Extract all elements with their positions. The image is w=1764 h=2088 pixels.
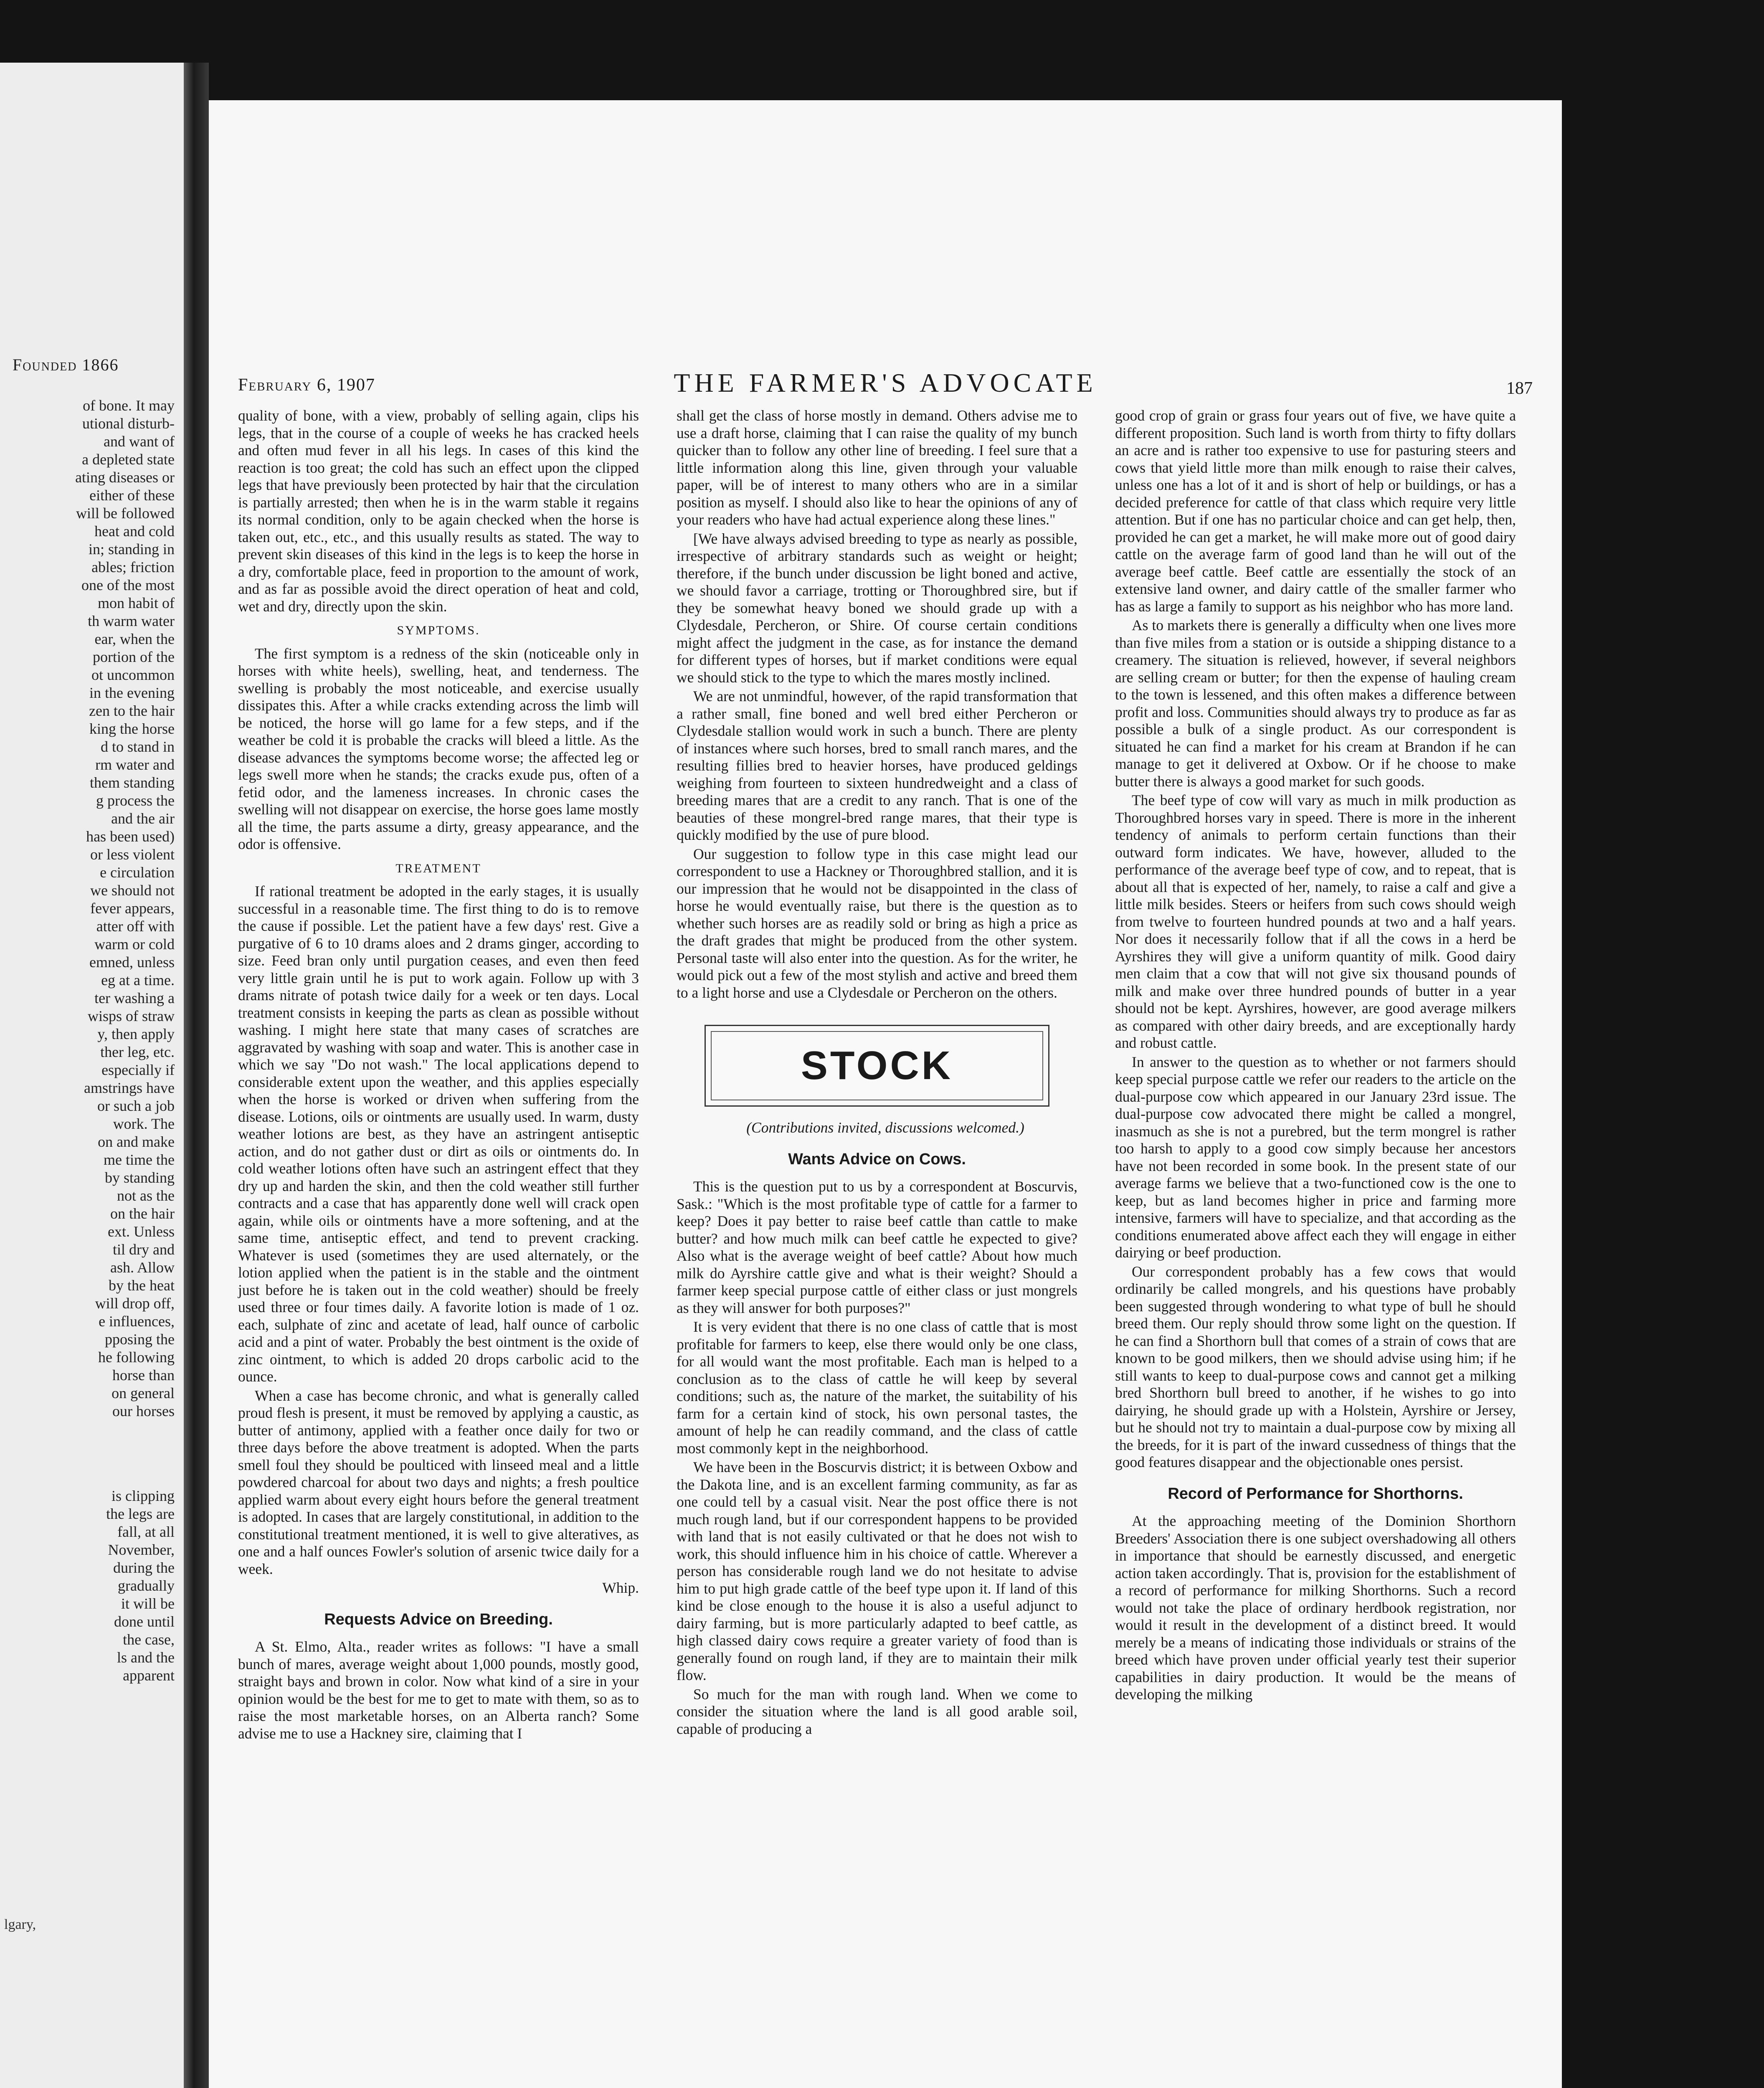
article-title-cows: Wants Advice on Cows. — [788, 1150, 966, 1168]
left-page-fragment-line: fever appears, — [90, 900, 175, 917]
paragraph: In answer to the question as to whether or not farmers should keep special purpose cattle we refer our readers to the article on the dual-purpose cow which appeared in our January 23rd issue. The dual-purpose cow advocated there might be called a mongrel, inasmuch as she is not a purebred, but the term mongrel is rather too harsh to apply to a good cow simply because her ancestors have not been recorded in some book. In the present state of our average farms we believe that a two-functioned cow is the one to keep, but as land becomes higher in price and farming more intensive, farmers will have to specialize, and that according as the conditions enumerated above affect each they will engage in either dairying or beef production. — [1115, 1053, 1516, 1261]
left-page-fragment-line: ash. Allow — [110, 1259, 175, 1276]
paragraph: It is very evident that there is no one class of cattle that is most profitable for farmers to keep, else there would only be one class, for all would want the most profitable. Each man is helped to a conclusion as to the class of cattle he will keep by several conditions; such as, the nature of the market, the suitability of his farm for a certain kind of stock, his own personal tastes, the amount of help he can readily command, and the class of cattle most commonly kept in the neighborhood. — [677, 1318, 1077, 1457]
left-page-fragment-line: on general — [112, 1385, 175, 1401]
left-page-fragment-line: g process the — [96, 792, 175, 809]
left-page-fragment-line: portion of the — [93, 649, 175, 665]
left-page-fragment-line: horse than — [112, 1367, 175, 1384]
left-page-fragment-line: our horses — [112, 1403, 175, 1419]
left-page-fragment-line: ot uncommon — [91, 666, 175, 683]
left-page-fragment-line: me time the — [104, 1151, 175, 1168]
paragraph: If rational treatment be adopted in the early stages, it is usually successful in a reasonable time. The first thing to do is to remove the cause if possible. Let the patient have a few days' rest. Give a purgative of 6 to 10 drams aloes and 2 drams ginger, according to size. Feed bran only until purgation ceases, and even then feed very little grain until he is put to work again. Follow up with 3 drams nitrate of potash twice daily for a week or ten days. Local treatment consists in keeping the parts as clean as possible without washing. I might here state that many cases of scratches are aggravated by washing with soap and water. This is another case in which we say "Do not wash." The local applications depend to considerable extent upon the weather, and this applies especially when the horse is worked or driven when suffering from the disease. Lotions, oils or ointments are usually used. In warm, dusty weather lotions are best, as they have an astringent antiseptic action, and do not gather dust or dirt as oils or ointments do. In cold weather lotions often have such an astringent effect that they dry up and harden the skin, and then the cold weather still further contracts and a case that has apparently done well will crack open again, while oils or ointments have a more softening, and at the same time, antiseptic effect, and tend to prevent cracking. Whatever is used (sometimes they are used alternately, or the lotion applied when the patient is in the stable and the ointment just before he is taken out in the cold weather) should be freely used three or four times daily. A favorite lotion is made of 1 oz. each, sulphate of zinc and acetate of lead, half ounce of carbolic acid and a pint of water. Probably the best ointment is the oxide of zinc ointment, to which is added 20 drops carbolic acid to the ounce. — [238, 883, 639, 1385]
left-page-fragment-line: atter off with — [96, 918, 175, 935]
left-page-fragment-line: til dry and — [113, 1241, 175, 1258]
left-page-fragment-line: mon habit of — [98, 595, 175, 611]
left-page-fragment-line: especially if — [101, 1062, 175, 1078]
left-page-fragment-line: eg at a time. — [101, 972, 175, 988]
left-page-fragment-line: the legs are — [106, 1505, 175, 1522]
left-page-fragment-line: by standing — [105, 1169, 175, 1186]
right-page — [209, 100, 1562, 2088]
stock-banner — [705, 1025, 1049, 1107]
left-page-fragment-line: November, — [108, 1541, 175, 1558]
left-page-fragment-line: one of the most — [81, 577, 175, 593]
left-page-fragment-line: work. The — [113, 1115, 175, 1132]
left-page-fragment-line: zen to the hair — [89, 702, 175, 719]
left-page-fragment-line: on and make — [98, 1133, 175, 1150]
left-page-fragment-line: ther leg, etc. — [100, 1044, 175, 1060]
left-page-fragment-line: has been used) — [86, 828, 175, 845]
stock-subtitle: (Contributions invited, discussions welcomed.) — [746, 1119, 1024, 1136]
left-page-fragment-line: wisps of straw — [88, 1008, 175, 1024]
left-page — [0, 63, 184, 2088]
left-page-header: Founded 1866 — [13, 355, 119, 374]
left-page-fragments-b — [0, 1487, 175, 1685]
left-page-fragment-line: by the heat — [109, 1277, 175, 1294]
paragraph: Our correspondent probably has a few cows that would ordinarily be called mongrels, and his questions have probably been suggested through wondering to what type of bull he should breed them. Our reply should throw some light on the question. If he can find a Shorthorn bull that comes of a strain of cows that are known to be good milkers, then we should advise using him; if he still wants to keep to dual-purpose cows and cannot get a milking bred Shorthorn bull breed to another, if he wishes to go into dairying, he should grade up with a Holstein, Ayrshire or Jersey, but he should not try to maintain a dual-purpose cow by mixing all the breeds, for it is part of the inward cussedness of things that the good features disappear and the objectionable ones persist. — [1115, 1263, 1516, 1470]
paragraph: [We have always advised breeding to type as nearly as possible, irrespective of arbitrary standards such as weight or height; therefore, if the bunch under discussion be light boned and active, we should favor a carriage, trotting or Thoroughbred sire, but if they be somewhat heavy boned we should grade up with a Clydesdale, Percheron, or Shire. Of course certain conditions might affect the judgment in the case, as for instance the demand for different types of horses, but if market conditions were equal we should stick to the type to which the mares mostly inclined. — [677, 530, 1077, 686]
left-page-fragment-line: will be followed — [76, 505, 175, 522]
left-page-fragment-line: ear, when the — [94, 631, 175, 647]
left-page-fragment-line: and want of — [104, 433, 175, 450]
left-page-fragment-line: not as the — [117, 1187, 175, 1204]
left-page-fragment-line: e circulation — [100, 864, 175, 881]
left-page-fragment-line: it will be — [121, 1595, 175, 1612]
paragraph: The first symptom is a redness of the skin (noticeable only in horses with white heels), swelling, heat, and tenderness. The swelling is probably the most noticeable, and exercise usually dissipates this. After a while cracks extending across the limb will be noticed, the horse will go lame for a few steps, and if the weather be cold it is probable the cracks will bleed a little. As the disease advances the symptoms become worse; the affected leg or legs swell more when he stands; the cracks exude pus, often of a fetid odor, and the lameness increases. In chronic cases the swelling will not disappear on exercise, the horse goes lame mostly all the time, the parts assume a dirty, greasy appearance, and the odor is offensive. — [238, 645, 639, 852]
paragraph: We have been in the Boscurvis district; it is between Oxbow and the Dakota line, and is an excellent farming community, as far as one could tell by a casual visit. Near the post office there is not much rough land, but if our correspondent happens to be provided with land that is not easily cultivated or that he does not wish to work, this should influence him in his choice of cattle. Wherever a person has considerable rough land we do not hesitate to advise him to put high grade cattle of the beef type upon it. If land of this kind be close enough to the house it is also a useful adjunct to dairy farming, but is more particularly adapted to beef cattle, as high classed dairy cows require a greater variety of food than is generally found on rough land, if they are to maintain their milk flow. — [677, 1459, 1077, 1683]
paragraph: As to markets there is generally a difficulty when one lives more than five miles from a station or is outside a shipping distance to a creamery. The situation is relieved, however, if several neighbors are selling cream or butter; for then the expense of hauling cream to the town is lessened, and this often makes a difference between profit and loss. Communities should always try to produce as far as possible a bulk of a single product. As our correspondent is situated he can find a market for his cream at Brandon if he can manage to get it delivered at Oxbow. Or if he choose to make butter there is always a good market for such goods. — [1115, 617, 1516, 790]
left-page-fragment-line: pposing the — [105, 1331, 175, 1348]
left-page-fragment-line: the case, — [123, 1631, 175, 1648]
left-page-fragment-line: heat and cold — [94, 523, 175, 540]
left-page-fragment-line: ating diseases or — [75, 469, 175, 486]
left-page-fragment-line: e influences, — [99, 1313, 175, 1330]
book-gutter — [184, 63, 209, 2088]
left-page-fragment-line: gradually — [118, 1577, 175, 1594]
publication-title: THE FARMER'S ADVOCATE — [674, 368, 1097, 398]
left-page-fragment-line: during the — [113, 1559, 175, 1576]
column-1 — [238, 407, 639, 1744]
article-title-breeding: Requests Advice on Breeding. — [324, 1610, 553, 1628]
stock-banner-text: STOCK — [801, 1043, 953, 1088]
left-page-fragment-line: emned, unless — [89, 954, 175, 971]
article-title-shorthorns: Record of Performance for Shorthorns. — [1168, 1485, 1463, 1503]
left-page-fragment-line: fall, at all — [117, 1523, 175, 1540]
left-page-fragment-line: ls and the — [117, 1649, 175, 1666]
left-page-fragment-line: and the air — [111, 810, 175, 827]
left-page-fragment-line: or such a job — [97, 1097, 175, 1114]
left-page-fragment-line: a depleted state — [82, 451, 175, 468]
paragraph: Our suggestion to follow type in this case might lead our correspondent to use a Hackney or Thoroughbred stallion, and it is our impression that he would not be disappointed in the class of horse he would eventually raise, but there is the question as to whether such horses are as readily sold or bring as high a price as the draft grades that might be produced from the other system. Personal taste will also enter into the question. As for the writer, he would pick out a few of the most stylish and active and breed them to a light horse and use a Clydesdale or Percheron on the others. — [677, 845, 1077, 1001]
left-page-fragments-a — [0, 397, 175, 1420]
left-page-fragment-line: done until — [114, 1613, 175, 1630]
page-header — [238, 367, 1533, 401]
paragraph: A St. Elmo, Alta., reader writes as follows: "I have a small bunch of mares, average weight about 1,000 pounds, mostly good, straight bays and brown in color. Now what kind of a sire in your opinion would be the best for me to get to mate with them, so as to raise the most marketable horses, on an Alberta ranch? Some advise me to use a Hackney sire, claiming that I — [238, 1638, 639, 1742]
left-page-fragment-line: ext. Unless — [108, 1223, 175, 1240]
left-page-fragment-line: in; standing in — [89, 541, 175, 557]
left-page-fragment-line: utional disturb- — [82, 415, 175, 432]
left-page-fragment-line: either of these — [89, 487, 175, 504]
left-page-fragment-line: amstrings have — [84, 1079, 175, 1096]
left-page-fragment-line: king the horse — [89, 720, 175, 737]
section-heading-treatment: TREATMENT — [395, 861, 482, 875]
paragraph: This is the question put to us by a correspondent at Boscurvis, Sask.: "Which is the most profitable type of cattle for a farmer to keep? Does it pay better to raise beef cattle than cattle to make butter? and how much milk can beef cattle he expected to give? Also what is the average weight of beef cattle? About how much milk do Ayrshire cattle give and what is their weight? Should a farmer keep special purpose cattle of either class or just mongrels as they will answer for both purposes?" — [677, 1178, 1077, 1316]
section-heading-symptoms: SYMPTOMS. — [397, 623, 480, 637]
left-page-fragment-line: of bone. It may — [83, 397, 175, 414]
left-page-footer: lgary, — [4, 1917, 36, 1932]
paragraph: good crop of grain or grass four years out of five, we have quite a different proposition. Such land is worth from thirty to fifty dollars an acre and is rather too expensive to use for pasturing steers and cows that yield little more than milk enough to raise their calves, unless one has a lot of it and is short of help or buildings, or has a decided preference for cattle of that class which require very little attention. But if one has no particular choice and can get help, then, provided he can get a market, he will make more out of good dairy cattle on the average farm of good land than he will out of the average beef cattle. Beef cattle are essentially the stock of an extensive land owner, and dairy cattle of the smaller farmer who has as large a family to support as his neighbor who has more land. — [1115, 407, 1516, 615]
author-signature: Whip. — [602, 1579, 639, 1596]
left-page-fragment-line: apparent — [123, 1667, 175, 1684]
left-page-fragment-line: rm water and — [95, 756, 175, 773]
left-page-fragment-line: them standing — [90, 774, 175, 791]
left-page-fragment-line: d to stand in — [101, 738, 175, 755]
left-page-fragment-line: ter washing a — [94, 990, 175, 1006]
left-page-fragment-line: y, then apply — [97, 1026, 175, 1042]
left-page-text — [0, 397, 175, 1685]
paragraph: We are not unmindful, however, of the rapid transformation that a rather small, fine boned and well bred either Percheron or Clydesdale stallion would work in such a bunch. There are plenty of instances where such horses, bred to small ranch mares, and the resulting fillies bred to heavier horses, have produced geldings weighing from fourteen to sixteen hundredweight and a class of breeding mares that are a credit to any ranch. That is one of the beauties of these mongrel-bred range mares, that their type is quickly modified by the use of pure blood. — [677, 688, 1077, 843]
paragraph: quality of bone, with a view, probably of selling again, clips his legs, that in the course of a couple of weeks he has cracked heels and often mud fever in all his legs. In cases of this kind the reaction is too great; the cold has such an effect upon the clipped legs that have previously been protected by hair that the circulation is partially arrested; then when he is in the warm stable it regains its normal condition, only to be again checked when the horse is taken out, etc., etc., and this usually results as stated. The way to prevent skin diseases of this kind in the legs is to keep the horse in a dry, comfortable place, feed in proportion to the amount of work, and as far as possible avoid the direct operation of heat and cold, wet and dry, directly upon the skin. — [238, 407, 639, 615]
paragraph: So much for the man with rough land. When we come to consider the situation where the land is all good arable soil, capable of producing a — [677, 1685, 1077, 1737]
page-number: 187 — [1506, 379, 1533, 398]
column-2 — [677, 407, 1077, 1739]
paragraph: shall get the class of horse mostly in demand. Others advise me to use a draft horse, claiming that I can raise the quality of my bunch quicker than to follow any other line of breeding. I feel sure that a little information along this line, given through your valuable paper, will be of interest to many others who are in a similar position as myself. I should also like to hear the opinions of any of your readers who have had actual experience along these lines." — [677, 407, 1077, 528]
left-page-fragment-line: th warm water — [88, 613, 175, 629]
left-page-fragment-line: is clipping — [112, 1487, 175, 1504]
paragraph: The beef type of cow will vary as much in milk production as Thoroughbred horses vary in speed. There is more in the inherent tendency of animals to perform certain functions than their outward form indicates. We have, however, alluded to the performance of the average beef type of cow, and to repeat, that is about all that is expected of her, namely, to raise a calf and give a little milk besides. Steers or heifers from such cows should weigh from twelve to fourteen hundred pounds at two and a half years. Nor does it necessarily follow that if all the cows in a herd be Ayrshires they will give a uniform quantity of milk. Good dairy men claim that a cow that will not give six thousand pounds of milk and make over three hundred pounds of butter in a year should not be kept. Ayrshires, however, are good average milkers as compared with other dairy breeds, and are exceptionally hardy and robust cattle. — [1115, 792, 1516, 1051]
left-page-fragment-line: warm or cold — [94, 936, 175, 953]
column-3 — [1115, 407, 1516, 1705]
left-page-fragment-line: or less violent — [90, 846, 175, 863]
left-page-fragment-line: on the hair — [110, 1205, 175, 1222]
left-page-fragment-line: ables; friction — [91, 559, 175, 575]
left-page-fragment-line: will drop off, — [95, 1295, 175, 1312]
paragraph: When a case has become chronic, and what is generally called proud flesh is present, it must be removed by applying a caustic, as butter of antimony, applied with a feather once daily for two or three days before the above treatment is adopted. When the parts smell foul they should be poulticed with linseed meal and a little powdered charcoal for about two days and nights; a fresh poultice applied warm about every eight hours before the general treatment is adopted. In cases that are largely constitutional, in addition to the constitutional treatment mentioned, it is well to give alteratives, as one and a half ounces Fowler's solution of arsenic twice daily for a week. — [238, 1387, 639, 1577]
left-page-fragment-line: in the evening — [89, 684, 175, 701]
left-page-fragment-line: we should not — [90, 882, 175, 899]
paragraph: At the approaching meeting of the Dominion Shorthorn Breeders' Association there is one subject overshadowing all others in importance that should be earnestly discussed, and energetic action taken accordingly. That is, provision for the establishment of a record of performance for milking Shorthorns. Such a record would not take the place of ordinary herdbook registration, nor would it result in the development of a distinct breed. It would merely be a means of indicating those individuals or strains of the breed which have proven under official yearly test their superior capabilities in dairy production. It would be the means of developing the milking — [1115, 1513, 1516, 1703]
issue-date: February 6, 1907 — [238, 375, 375, 395]
left-page-fragment-line: he following — [98, 1349, 175, 1366]
